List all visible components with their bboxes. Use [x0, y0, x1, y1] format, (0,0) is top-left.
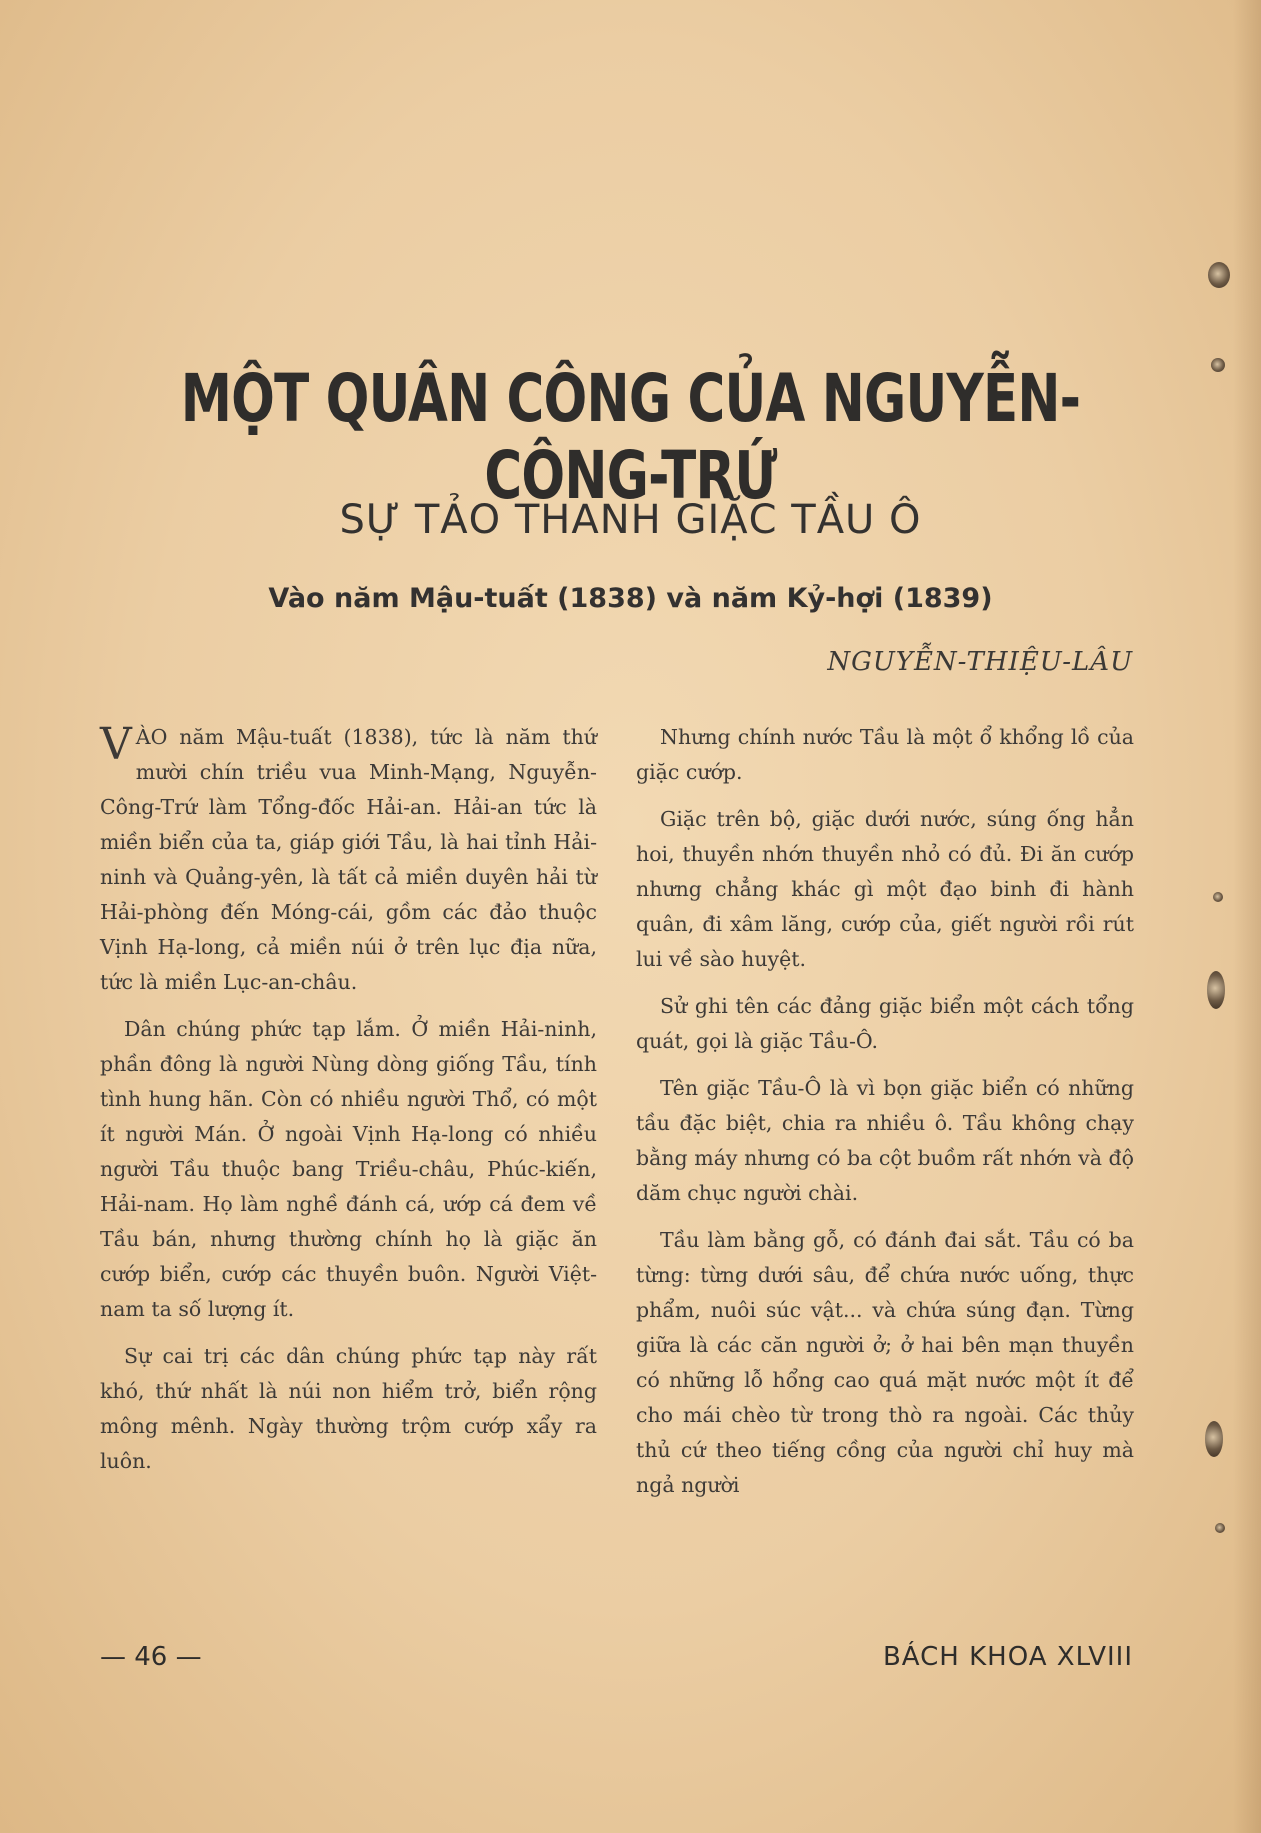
paragraph: Sự cai trị các dân chúng phức tạp này rất khó, thứ nhất là núi non hiểm trở, biển rộng mông mênh. Ngày thường trộm cướp xẩy ra luôn.	[100, 1344, 597, 1473]
paragraph: Dân chúng phức tạp lắm. Ở miền Hải-ninh, phần đông là người Nùng dòng giống Tầu, tính tình hung hãn. Còn có nhiều người Thổ, có một ít người Mán. Ở ngoài Vịnh Hạ-long có nhiều người Tầu thuộc bang Triều-châu, Phúc-kiến, Hải-nam. Họ làm nghề đánh cá, ướp cá đem về Tầu bán, nhưng thường chính họ là giặc ăn cướp biển, cướp các thuyền buôn. Người Việt-nam ta số lượng ít.	[100, 1017, 597, 1321]
page-edge-shadow	[1233, 0, 1261, 1833]
magazine-name: BÁCH KHOA XLVIII	[882, 1642, 1133, 1672]
binding-hole	[1211, 358, 1225, 372]
paragraph: Sử ghi tên các đảng giặc biển một cách tổng quát, gọi là giặc Tầu-Ô.	[636, 994, 1134, 1053]
paragraph: Tầu làm bằng gỗ, có đánh đai sắt. Tầu có ba từng: từng dưới sâu, để chứa nước uống, thực phẩm, nuôi súc vật... và chứa súng đạn. Từng giữa là các căn người ở; ở hai bên mạn thuyền có những lỗ hổng cao quá mặt nước một ít để cho mái chèo từ trong thò ra ngoài. Các thủy thủ cứ theo tiếng cồng của người chỉ huy mà ngả người	[636, 1228, 1134, 1497]
right-column	[636, 720, 1134, 1515]
paragraph: Tên giặc Tầu-Ô là vì bọn giặc biển có những tầu đặc biệt, chia ra nhiều ô. Tầu không chạy bằng máy nhưng có ba cột buồm rất nhớn và độ dăm chục người chài.	[636, 1076, 1134, 1205]
binding-hole	[1207, 971, 1225, 1009]
paragraph: VÀO năm Mậu-tuất (1838), tức là năm thứ mười chín triều vua Minh-Mạng, Nguyễn-Công-Trứ làm Tổng-đốc Hải-an. Hải-an tức là miền biển của ta, giáp giới Tầu, là hai tỉnh Hải-ninh và Quảng-yên, là tất cả miền duyên hải từ Hải-phòng đến Móng-cái, gồm các đảo thuộc Vịnh Hạ-long, cả miền núi ở trên lục địa nữa, tức là miền Lục-an-châu.	[100, 719, 597, 994]
paragraph: Giặc trên bộ, giặc dưới nước, súng ống hẳn hoi, thuyền nhớn thuyền nhỏ có đủ. Đi ăn cướp nhưng chẳng khác gì một đạo binh đi hành quân, đi xâm lăng, cướp của, giết người rồi rút lui về sào huyệt.	[636, 807, 1134, 971]
binding-hole	[1213, 892, 1223, 902]
page-number: — 46 —	[100, 1642, 202, 1672]
drop-cap: V	[100, 719, 132, 770]
left-column	[100, 720, 597, 1491]
article-author: NGUYỄN-THIỆU-LÂU	[827, 647, 1133, 677]
binding-hole	[1208, 262, 1230, 288]
binding-hole	[1205, 1421, 1223, 1457]
article-subtitle: SỰ TẢO THANH GIẶC TẦU Ô	[339, 497, 922, 543]
article-title: MỘT QUÂN CÔNG CỦA NGUYỄN-CÔNG-TRỨ	[180, 360, 1081, 514]
article-dateline: Vào năm Mậu-tuất (1838) và năm Kỷ-hợi (1839)	[268, 583, 993, 614]
paragraph: Nhưng chính nước Tầu là một ổ khổng lồ của giặc cướp.	[636, 725, 1134, 784]
binding-hole	[1215, 1523, 1225, 1533]
